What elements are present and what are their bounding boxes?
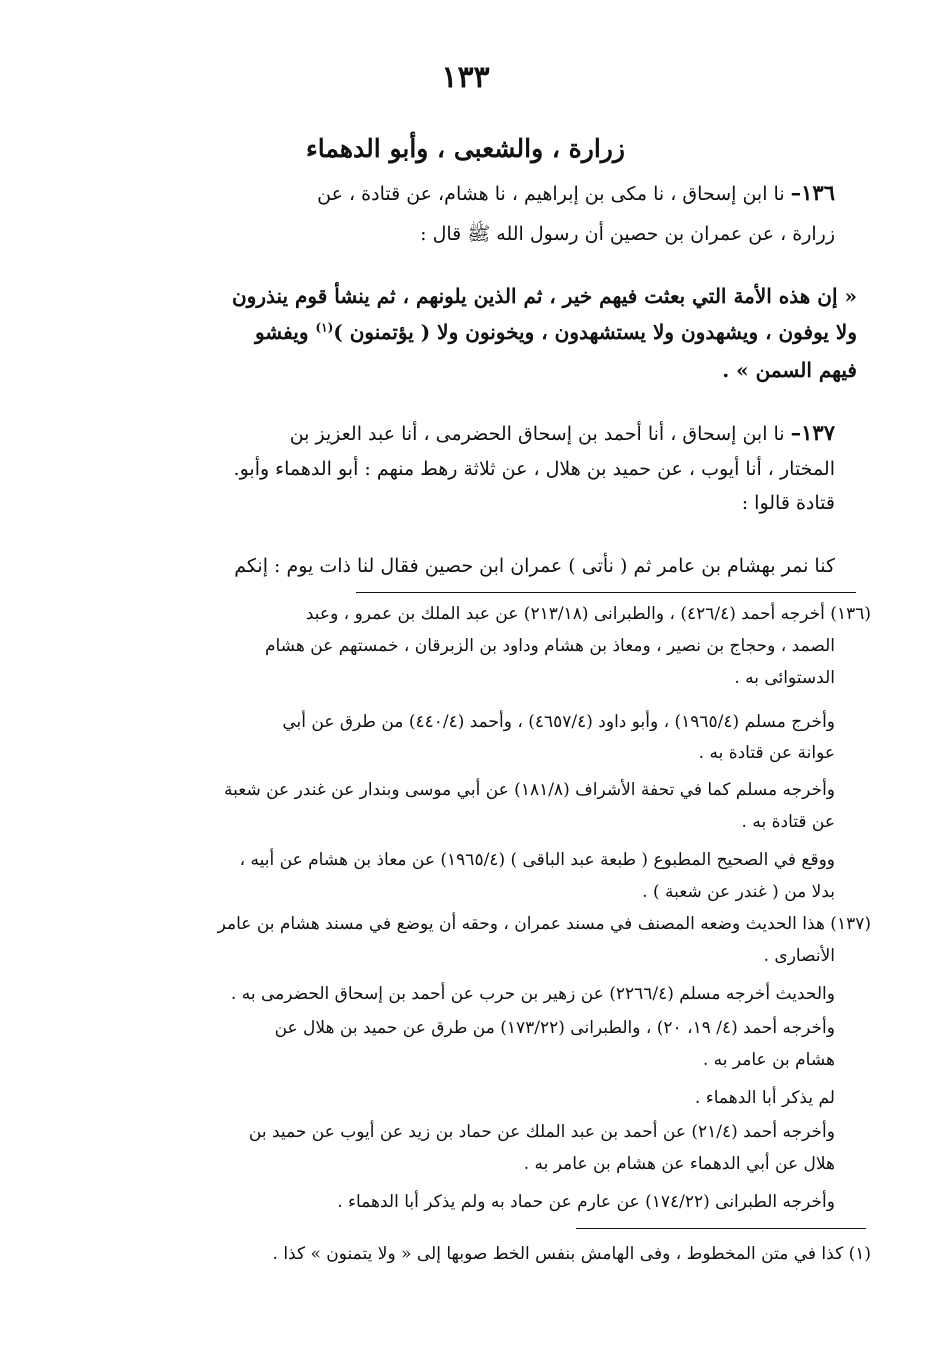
- hadith-136-number: ١٣٦–: [790, 180, 835, 205]
- hadith-136-matn-1: « إن هذه الأمة التي بعثت فيهم خير ، ثم الذين يلونهم ، ثم ينشأ قوم ينذرون: [231, 284, 857, 308]
- hadith-136-isnad-1: نا ابن إسحاق ، نا مكى بن إبراهيم ، نا هشام، عن قتادة ، عن: [317, 183, 785, 205]
- hadith-136-matn-2a: ولا يوفون ، ويشهدون ولا يستشهدون ، ويخونون ولا ( يؤتمنون ): [333, 320, 857, 344]
- footnote-137-line: لم يذكر أبا الدهماء .: [694, 1088, 835, 1108]
- hadith-137-text-3: قتادة قالوا :: [741, 492, 835, 514]
- hadith-136-matn-3: فيهم السمن » .: [722, 358, 857, 382]
- footnote-136-line: الدستوائى به .: [734, 668, 835, 688]
- footnote-136-line: عوانة عن قتادة به .: [698, 743, 835, 763]
- page-number: ١٣٣: [441, 60, 490, 95]
- hadith-137-text-2: المختار ، أنا أيوب ، عن حميد بن هلال ، عن ثلاثة رهط منهم : أبو الدهماء وأبو.: [233, 458, 835, 480]
- footnote-136-line: بدلا من ( غندر عن شعبة ) .: [642, 882, 835, 902]
- footnote-137-line: (١٣٧) هذا الحديث وضعه المصنف في مسند عمران ، وحقه أن يوضع في مسند هشام بن عامر: [217, 914, 871, 934]
- footnote-137-line: الأنصارى .: [763, 946, 835, 966]
- hadith-137-text-4: كنا نمر بهشام بن عامر ثم ( نأتى ) عمران ابن حصين فقال لنا ذات يوم : إنكم: [234, 555, 835, 577]
- footnote-mark-1: (١): [315, 320, 334, 335]
- hadith-136-matn-2: [255, 320, 857, 344]
- footnote-136-line: الصمد ، وحجاج بن نصير ، ومعاذ بن هشام وداود بن الزبرقان ، خمستهم عن هشام: [264, 636, 835, 656]
- footnote-136-line: وأخرجه مسلم كما في تحفة الأشراف (١٨١/٨) عن أبي موسى وبندار عن غندر عن شعبة: [224, 780, 835, 800]
- footnote-136-line: وأخرج مسلم (١٩٦٥/٤) ، وأبو داود (٤٦٥٧/٤) ، وأحمد (٤٤٠/٤) من طرق عن أبي: [282, 712, 835, 732]
- footnote-137-line: والحديث أخرجه مسلم (٢٢٦٦/٤) عن زهير بن حرب عن أحمد بن إسحاق الحضرمى به .: [230, 984, 835, 1004]
- footnote-divider-2: [576, 1228, 866, 1229]
- footnote-136-line: ووقع في الصحيح المطبوع ( طبعة عبد الباقى ) (١٩٦٥/٤) عن معاذ بن هشام عن أبيه ،: [239, 850, 835, 870]
- footnote-137-line: وأخرجه الطبرانى (١٧٤/٢٢) عن عارم عن حماد به ولم يذكر أبا الدهماء .: [337, 1192, 835, 1212]
- hadith-136-matn-2b: ويفشو: [254, 320, 309, 344]
- footnote-137-line: وأخرجه أحمد (٢١/٤) عن أحمد بن عبد الملك عن حماد بن زيد عن أيوب عن حميد بن: [248, 1122, 835, 1142]
- hadith-137-line-1: [290, 420, 835, 445]
- hadith-136-isnad-2: زرارة ، عن عمران بن حصين أن رسول الله ﷺ قال :: [420, 223, 835, 245]
- hadith-137-number: ١٣٧–: [790, 420, 835, 445]
- footnote-136-line: عن قتادة به .: [741, 812, 835, 832]
- footnote-divider: [356, 592, 856, 593]
- footnote-137-line: هلال عن أبي الدهماء عن هشام بن عامر به .: [523, 1154, 835, 1174]
- hadith-137-text-1: نا ابن إسحاق ، أنا أحمد بن إسحاق الحضرمى ، أنا عبد العزيز بن: [289, 423, 785, 445]
- hadith-136-line-1: [317, 180, 835, 205]
- footnote-137-line: هشام بن عامر به .: [702, 1050, 835, 1070]
- section-title: زرارة ، والشعبى ، وأبو الدهماء: [306, 134, 625, 163]
- footnote-136-line: (١٣٦) أخرجه أحمد (٤٢٦/٤) ، والطبرانى (٢١٣/١٨) عن عبد الملك بن عمرو ، وعبد: [305, 604, 871, 624]
- footnote-137-line: وأخرجه أحمد (٤/ ١٩، ٢٠) ، والطبرانى (١٧٣/٢٢) من طرق عن حميد بن هلال عن: [274, 1018, 835, 1038]
- footnote-1: (١) كذا في متن المخطوط ، وفى الهامش بنفس الخط صوبها إلى « ولا يتمنون » كذا .: [272, 1244, 871, 1264]
